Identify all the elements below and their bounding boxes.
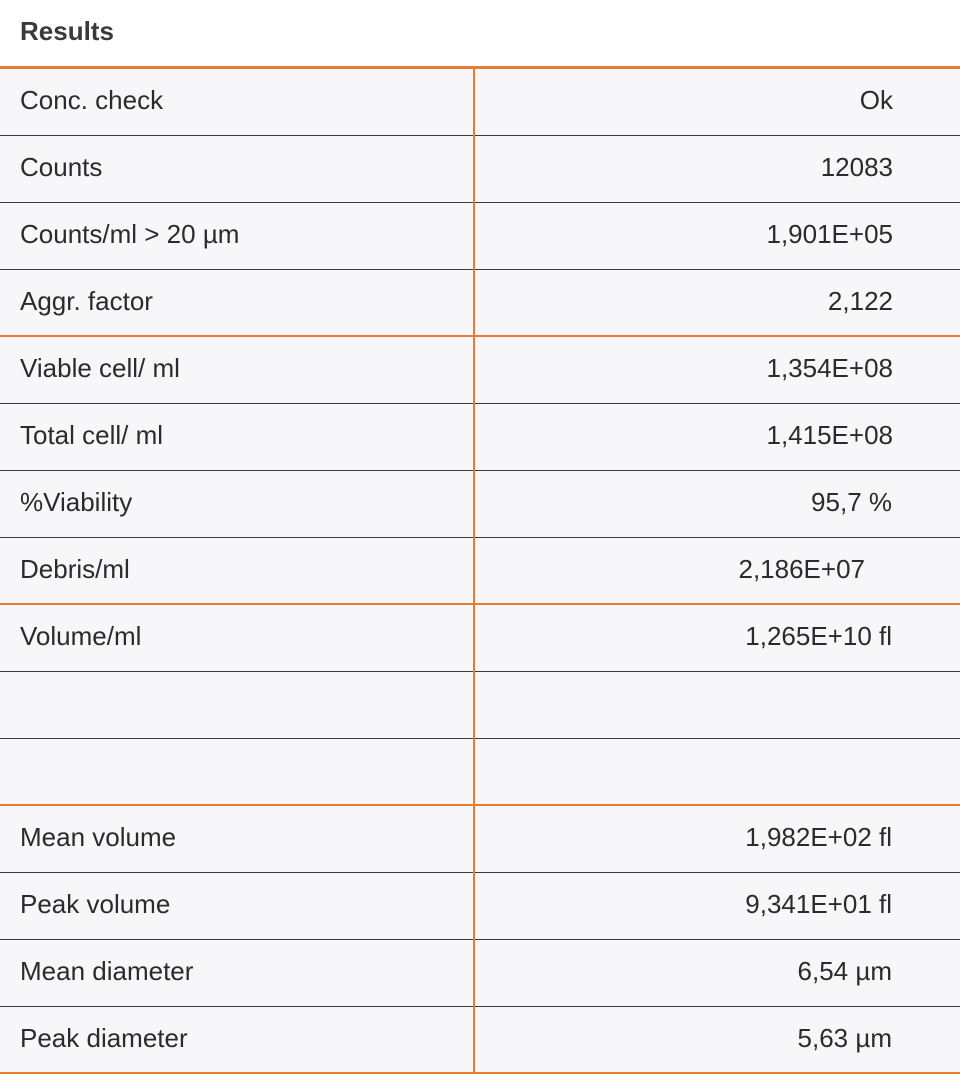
row-value: 1,982E+02 fl — [745, 822, 892, 852]
row-value: 6,54 µm — [797, 956, 892, 986]
row-value: 5,63 µm — [797, 1023, 892, 1053]
row-label: Peak diameter — [20, 1023, 188, 1053]
row-value: 2,186E+07 — [738, 554, 865, 584]
table-row — [0, 605, 960, 672]
row-value — [475, 739, 960, 804]
row-value: 1,901E+05 — [766, 219, 893, 249]
table-row — [0, 404, 960, 471]
row-value: 1,415E+08 — [766, 420, 893, 450]
row-label — [0, 739, 475, 804]
row-label: Counts — [20, 152, 103, 182]
row-value: Ok — [859, 85, 893, 115]
table-row — [0, 1007, 960, 1074]
results-table — [0, 66, 960, 1074]
row-label: Conc. check — [20, 85, 164, 115]
table-row — [0, 873, 960, 940]
table-row — [0, 940, 960, 1007]
row-label: Mean diameter — [20, 956, 194, 986]
row-value: 9,341E+01 fl — [745, 889, 892, 919]
row-value: 2,122 — [827, 286, 893, 316]
table-row — [0, 69, 960, 136]
table-row — [0, 337, 960, 404]
table-row — [0, 203, 960, 270]
row-value: 1,354E+08 — [766, 353, 893, 383]
row-value: 95,7 % — [811, 487, 892, 517]
table-row — [0, 538, 960, 605]
row-label — [0, 672, 475, 738]
table-row — [0, 471, 960, 538]
row-label: %Viability — [20, 487, 133, 517]
row-label: Peak volume — [20, 889, 171, 919]
table-row — [0, 739, 960, 806]
row-label: Mean volume — [20, 822, 177, 852]
row-value — [475, 672, 960, 738]
row-value: 12083 — [820, 152, 893, 182]
table-row — [0, 806, 960, 873]
table-row — [0, 270, 960, 337]
results-title: Results — [0, 0, 960, 66]
row-value: 1,265E+10 fl — [745, 621, 892, 651]
row-label: Debris/ml — [20, 554, 130, 584]
table-row — [0, 136, 960, 203]
row-label: Aggr. factor — [20, 286, 153, 316]
table-row — [0, 672, 960, 739]
row-label: Volume/ml — [20, 621, 142, 651]
row-label: Viable cell/ ml — [20, 353, 180, 383]
row-label: Counts/ml > 20 µm — [20, 219, 240, 249]
row-label: Total cell/ ml — [20, 420, 164, 450]
